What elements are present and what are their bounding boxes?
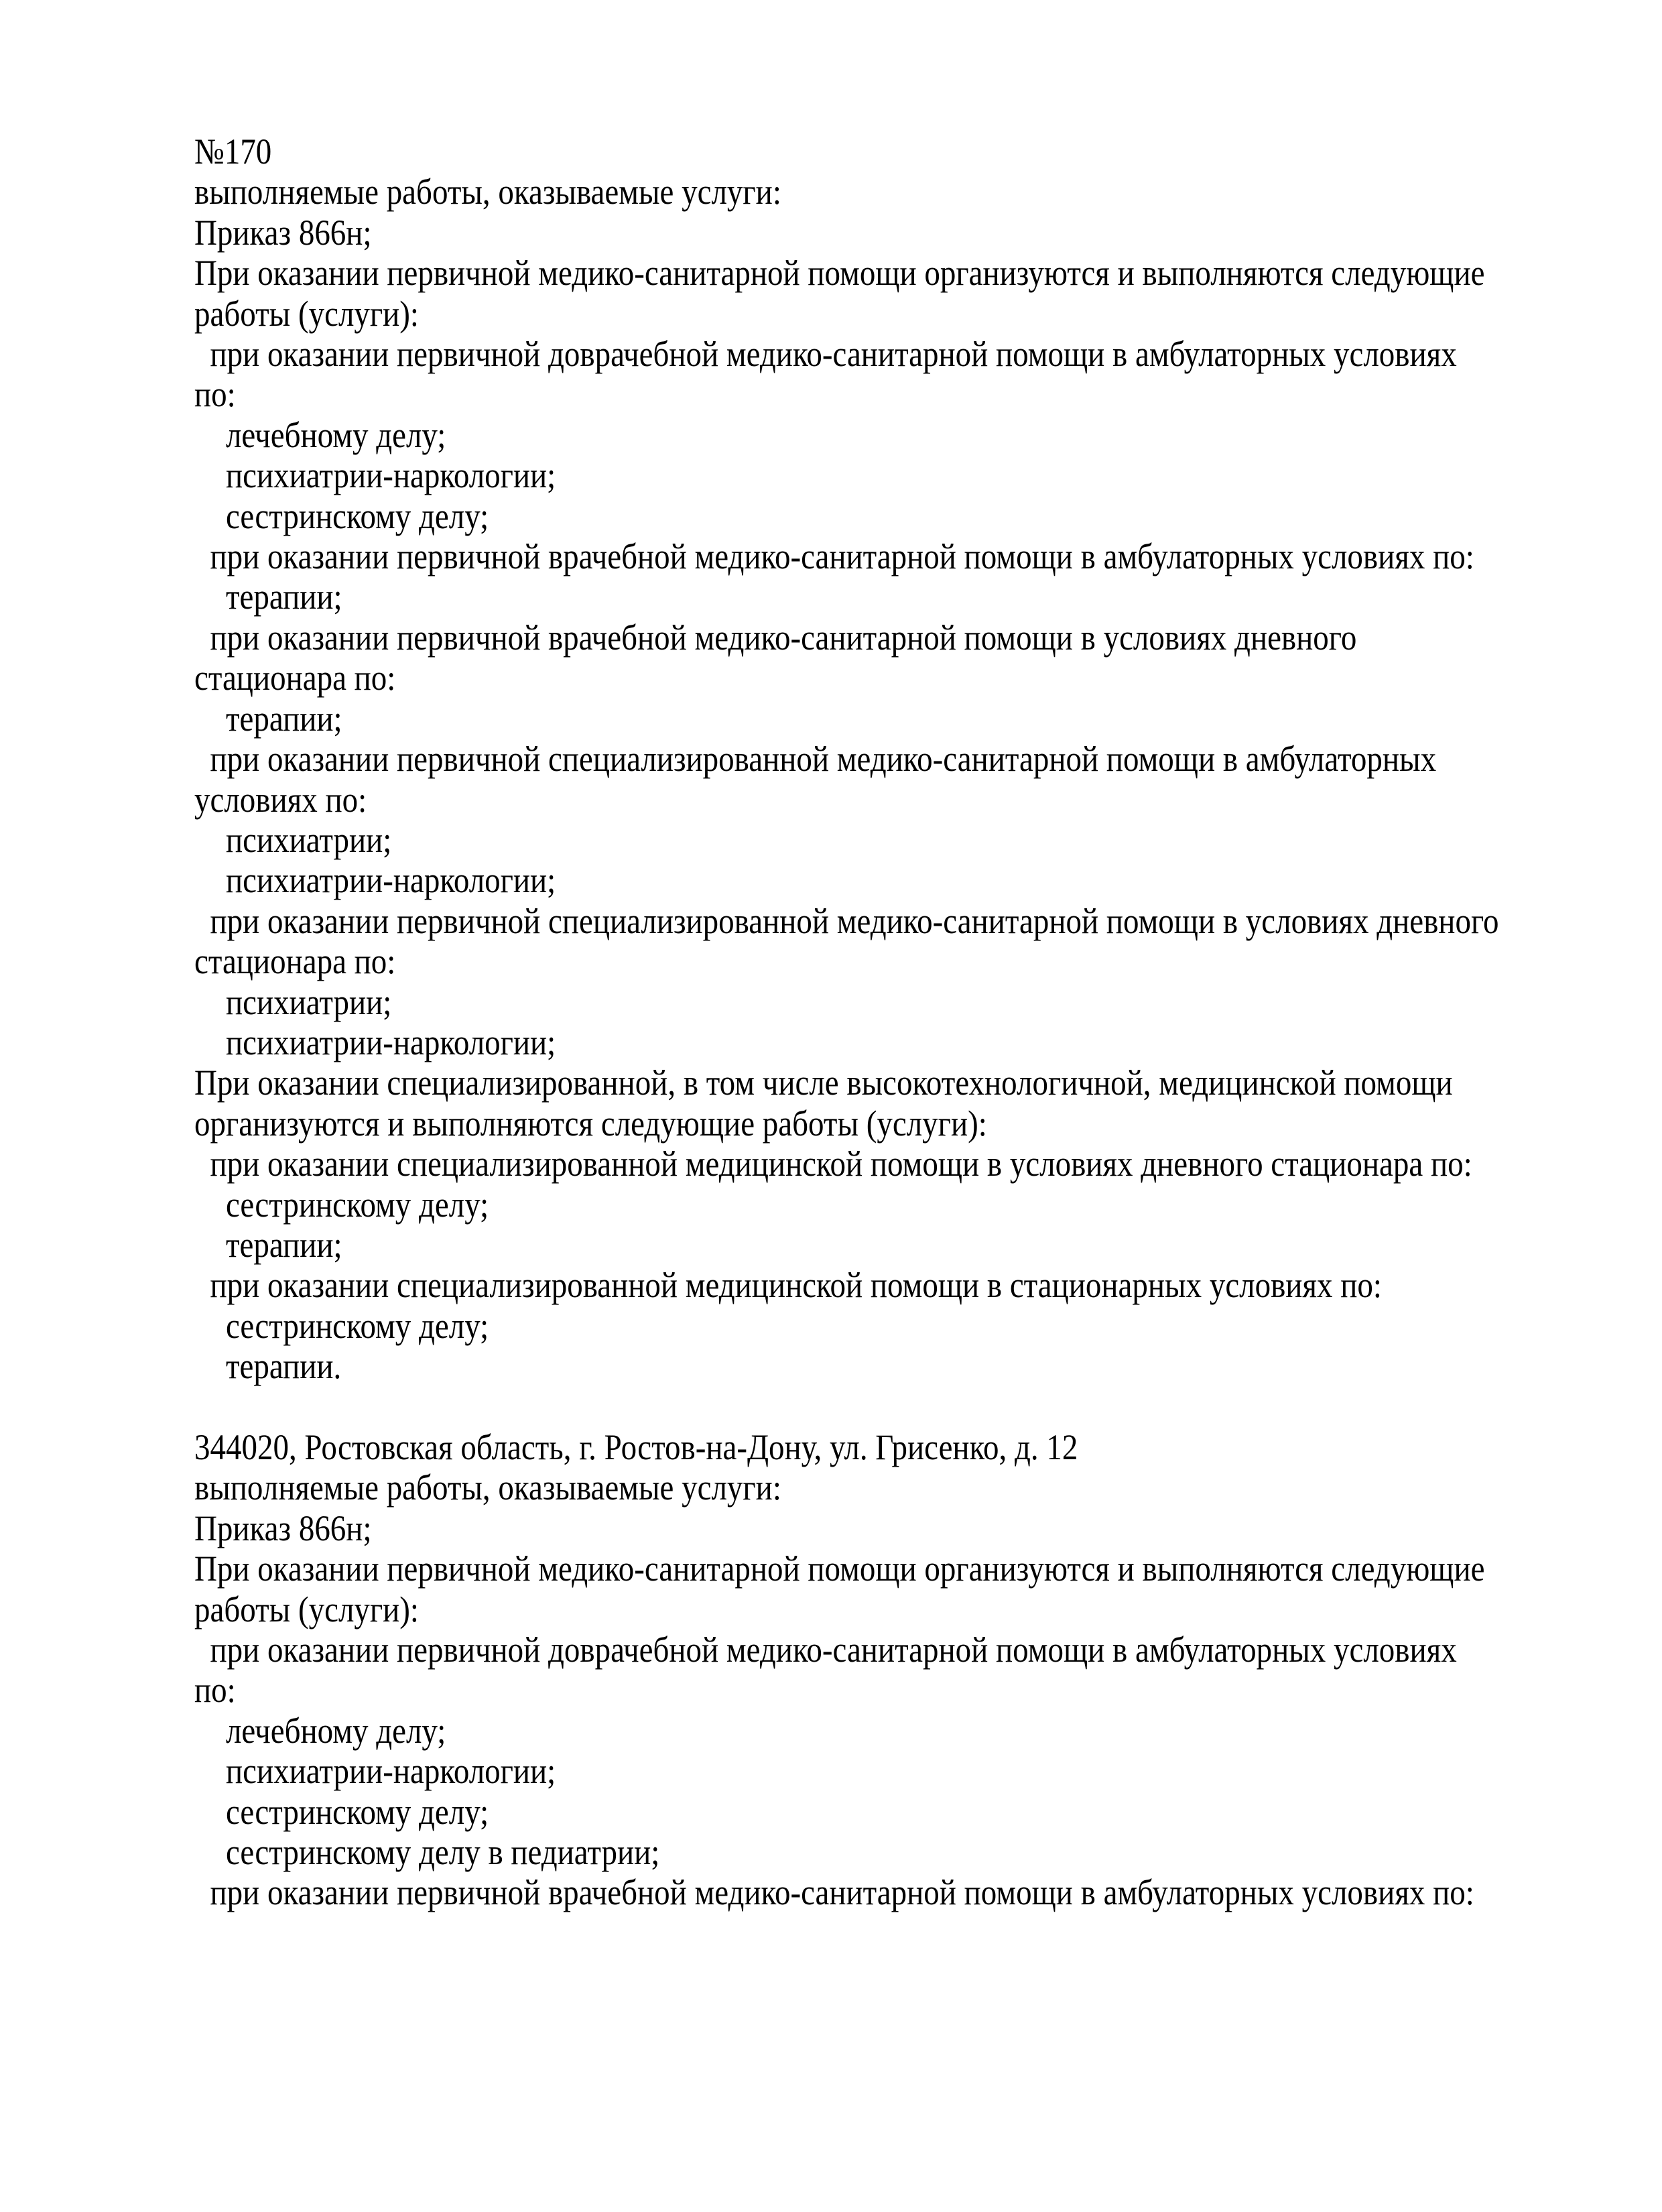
document-line: при оказании первичной доврачебной медико-санитарной помощи в амбулаторных условиях <box>194 334 1457 375</box>
document-line: При оказании специализированной, в том числе высокотехнологичной, медицинской помощи <box>194 1062 1453 1103</box>
document-line: психиатрии; <box>194 819 392 860</box>
document-line: лечебному делу; <box>194 1710 446 1751</box>
document-line: условиях по: <box>194 779 367 820</box>
document-line: выполняемые работы, оказываемые услуги: <box>194 1467 781 1508</box>
document-line: сестринскому делу; <box>194 1305 489 1346</box>
document-line: терапии. <box>194 1346 342 1387</box>
document-text <box>194 131 1499 1913</box>
document-line: терапии; <box>194 576 342 617</box>
document-line <box>194 1387 1499 1427</box>
document-line: психиатрии-наркологии; <box>194 455 556 496</box>
document-line: организуются и выполняются следующие работы (услуги): <box>194 1103 987 1144</box>
document-line: по: <box>194 374 236 415</box>
document-line: сестринскому делу; <box>194 1791 489 1832</box>
document-line: стационара по: <box>194 658 396 698</box>
document-line: при оказании первичной врачебной медико-санитарной помощи в амбулаторных условиях по: <box>194 536 1474 577</box>
document-line: при оказании первичной врачебной медико-санитарной помощи в условиях дневного <box>194 617 1357 658</box>
document-line: при оказании специализированной медицинской помощи в условиях дневного стационара по: <box>194 1144 1472 1184</box>
document-line: при оказании первичной специализированной медико-санитарной помощи в условиях дневного <box>194 900 1499 941</box>
document-line: при оказании специализированной медицинской помощи в стационарных условиях по: <box>194 1265 1382 1306</box>
document-line: №170 <box>194 131 272 172</box>
document-line: сестринскому делу; <box>194 1184 489 1225</box>
document-line: сестринскому делу; <box>194 495 489 536</box>
document-line: Приказ 866н; <box>194 212 372 253</box>
document-line: работы (услуги): <box>194 293 419 334</box>
document-line: психиатрии-наркологии; <box>194 1022 556 1062</box>
document-line: работы (услуги): <box>194 1589 419 1630</box>
document-line: стационара по: <box>194 941 396 982</box>
document-line: психиатрии-наркологии; <box>194 860 556 901</box>
document-line: терапии; <box>194 1224 342 1265</box>
document-line: при оказании первичной специализированной медико-санитарной помощи в амбулаторных <box>194 739 1437 780</box>
document-line: по: <box>194 1670 236 1711</box>
document-line: при оказании первичной врачебной медико-санитарной помощи в амбулаторных условиях по: <box>194 1872 1474 1913</box>
document-line: выполняемые работы, оказываемые услуги: <box>194 172 781 212</box>
document-line: психиатрии-наркологии; <box>194 1751 556 1792</box>
document-line: при оказании первичной доврачебной медико-санитарной помощи в амбулаторных условиях <box>194 1630 1457 1670</box>
document-line: лечебному делу; <box>194 414 446 455</box>
document-line: При оказании первичной медико-санитарной помощи организуются и выполняются следующие <box>194 1548 1485 1589</box>
document-line: 344020, Ростовская область, г. Ростов-на-Дону, ул. Грисенко, д. 12 <box>194 1426 1078 1467</box>
document-line: психиатрии; <box>194 981 392 1022</box>
document-line: сестринскому делу в педиатрии; <box>194 1832 660 1873</box>
document-line: При оказании первичной медико-санитарной помощи организуются и выполняются следующие <box>194 253 1485 294</box>
document-line: Приказ 866н; <box>194 1508 372 1548</box>
document-line: терапии; <box>194 698 342 739</box>
